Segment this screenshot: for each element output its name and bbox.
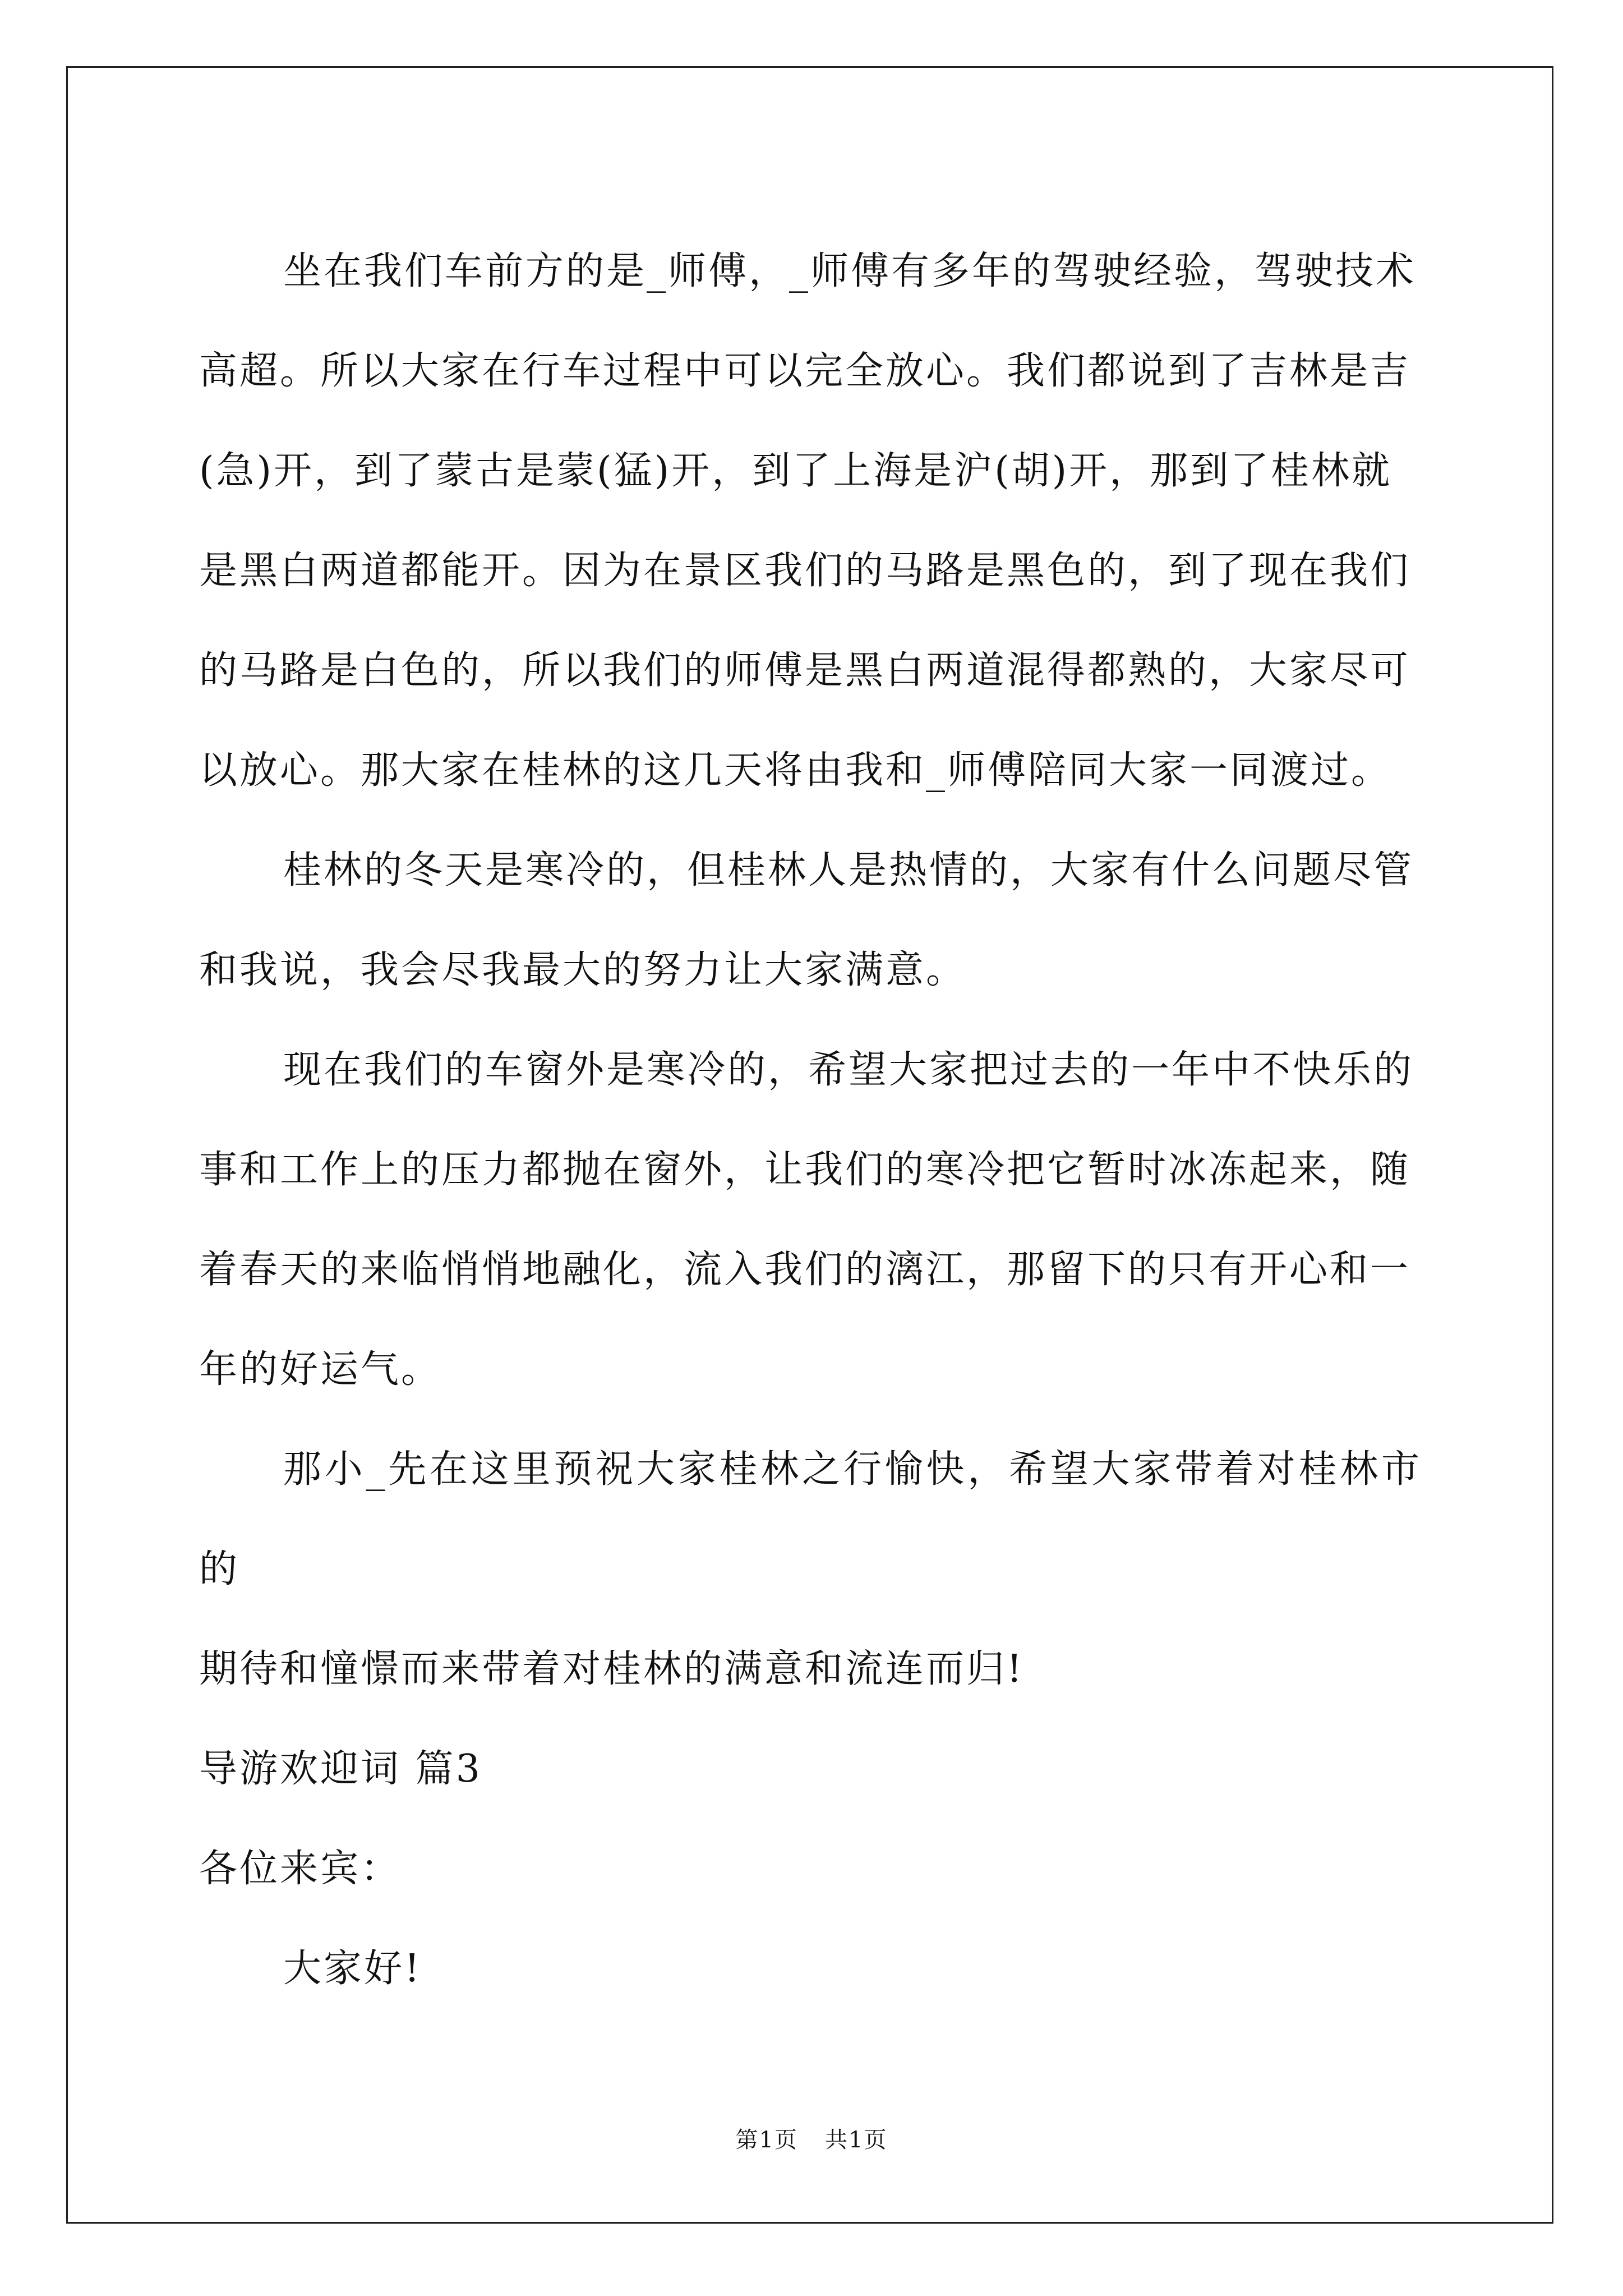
page-number-total: 共1页 [825, 2127, 888, 2153]
section-heading: 导游欢迎词 篇3 [199, 1747, 482, 1791]
text-line: 事和工作上的压力都抛在窗外，让我们的寒冷把它暂时冰冻起来，随 [199, 1148, 1411, 1192]
paragraph-wishes [199, 1420, 1422, 1719]
salutation: 各位来宾： [199, 1847, 402, 1891]
text-line: 的马路是白色的，所以我们的师傅是黑白两道混得都熟的，大家尽可 [199, 648, 1411, 693]
text-line: 高超。所以大家在行车过程中可以完全放心。我们都说到了吉林是吉 [199, 349, 1411, 393]
text-line: 现在我们的车窗外是寒冷的，希望大家把过去的一年中不快乐的 [283, 1048, 1414, 1092]
text-line: 着春天的来临悄悄地融化，流入我们的漓江，那留下的只有开心和一 [199, 1248, 1411, 1292]
document-body [199, 222, 1422, 2019]
text-line: 以放心。那大家在桂林的这几天将由我和_师傅陪同大家一同渡过。 [199, 748, 1392, 793]
page-number-current: 第1页 [735, 2127, 798, 2153]
text-line: 那小_先在这里预祝大家桂林之行愉快，希望大家带着对桂林市的 [199, 1447, 1422, 1591]
text-line: (急)开，到了蒙古是蒙(猛)开，到了上海是沪(胡)开，那到了桂林就 [199, 449, 1393, 493]
paragraph-window [199, 1020, 1422, 1420]
text-line: 坐在我们车前方的是_师傅，_师傅有多年的驾驶经验，驾驶技术 [283, 249, 1417, 293]
page-footer [0, 2122, 1623, 2154]
greeting: 大家好! [283, 1947, 422, 1991]
text-line: 桂林的冬天是寒冷的，但桂林人是热情的，大家有什么问题尽管 [283, 848, 1414, 892]
paragraph-winter [199, 821, 1422, 1020]
text-line: 年的好运气。 [199, 1347, 442, 1392]
text-line: 期待和憧憬而来带着对桂林的满意和流连而归! [199, 1647, 1025, 1691]
text-line: 是黑白两道都能开。因为在景区我们的马路是黑色的，到了现在我们 [199, 549, 1411, 593]
text-line: 和我说，我会尽我最大的努力让大家满意。 [199, 948, 967, 992]
paragraph-driver-intro [199, 222, 1422, 821]
